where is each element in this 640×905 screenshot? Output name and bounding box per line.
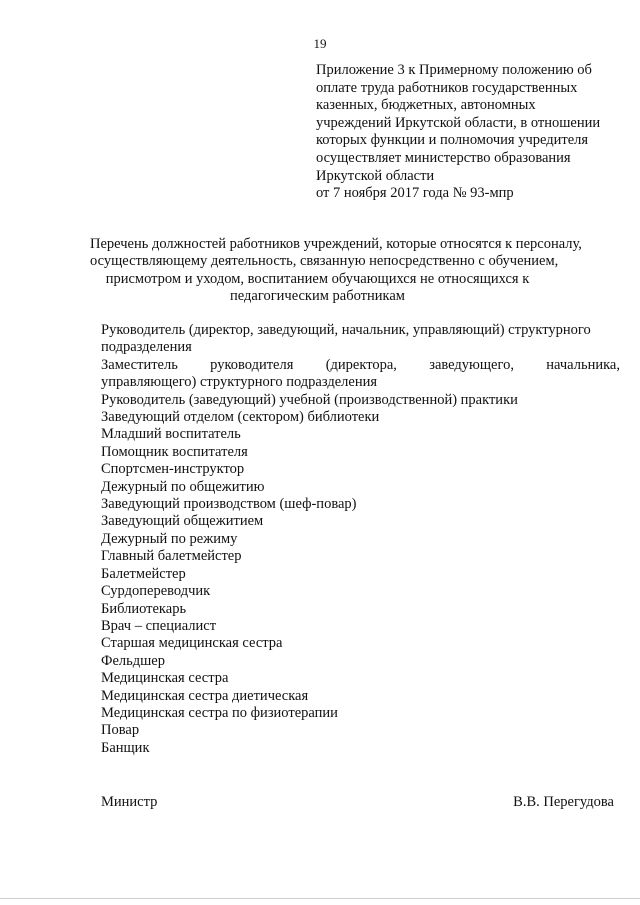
position-item: Дежурный по общежитию <box>101 478 265 495</box>
position-item: Руководитель (директор, заведующий, начальник, управляющий) структурного <box>101 322 591 338</box>
annex-date-line: от 7 ноября 2017 года № 93-мпр <box>316 185 514 202</box>
position-item: Главный балетмейстер <box>101 548 242 565</box>
position-item: Врач – специалист <box>101 617 217 634</box>
annex-line: учреждений Иркутской области, в отношении <box>316 114 601 131</box>
position-item: Заведующий производством (шеф-повар) <box>101 496 357 513</box>
position-item: Сурдопереводчик <box>101 583 211 600</box>
word: руководителя <box>210 356 294 373</box>
position-item: Библиотекарь <box>101 600 187 617</box>
annex-line: казенных, бюджетных, автономных <box>316 97 536 114</box>
position-item: Дежурный по режиму <box>101 530 238 547</box>
word: Заместитель <box>101 356 178 373</box>
scan-edge-divider <box>0 898 640 899</box>
positions-list <box>101 322 620 757</box>
position-item: Фельдшер <box>101 652 165 669</box>
annex-line: осуществляет министерство образования <box>316 149 571 166</box>
annex-line: которых функции и полномочия учредителя <box>316 132 589 149</box>
position-item: Медицинская сестра диетическая <box>101 687 309 704</box>
position-item: Балетмейстер <box>101 565 186 582</box>
position-item: Заведующий общежитием <box>101 513 264 530</box>
position-item: Старшая медицинская сестра <box>101 635 283 652</box>
position-item: Заведующий отделом (сектором) библиотеки <box>101 409 380 426</box>
word: (директора, <box>325 356 397 373</box>
position-item-continuation: управляющего) структурного подразделения <box>101 374 378 391</box>
position-item-continuation: подразделения <box>101 339 192 356</box>
signatory-name: В.В. Перегудова <box>513 794 614 810</box>
signature-block <box>101 794 614 811</box>
annex-reference <box>316 62 626 203</box>
annex-line: Иркутской области <box>316 167 435 184</box>
position-item: Банщик <box>101 739 150 756</box>
word: заведующего, <box>429 356 514 373</box>
word: начальника, <box>546 356 620 373</box>
position-item: Спортсмен-инструктор <box>101 461 245 478</box>
position-item: Помощник воспитателя <box>101 443 248 460</box>
document-title <box>90 236 582 306</box>
position-item: Младший воспитатель <box>101 426 241 443</box>
annex-line: Приложение 3 к Примерному положению об <box>316 62 592 78</box>
title-line: педагогическим работникам <box>230 288 405 305</box>
position-item: Медицинская сестра по физиотерапии <box>101 704 338 721</box>
position-item: Повар <box>101 722 140 739</box>
position-item-justified <box>101 357 620 374</box>
signatory-position: Министр <box>101 794 158 810</box>
title-line: присмотром и уходом, воспитанием обучающихся не относящихся к <box>105 270 530 287</box>
position-item: Медицинская сестра <box>101 670 229 687</box>
title-line: осуществляющему деятельность, связанную непосредственно с обучением, <box>90 253 559 270</box>
position-item: Руководитель (заведующий) учебной (производственной) практики <box>101 391 518 408</box>
annex-line: оплате труда работников государственных <box>316 79 578 96</box>
title-line: Перечень должностей работников учреждений, которые относятся к персоналу, <box>90 236 582 252</box>
page-number: 19 <box>313 36 327 51</box>
